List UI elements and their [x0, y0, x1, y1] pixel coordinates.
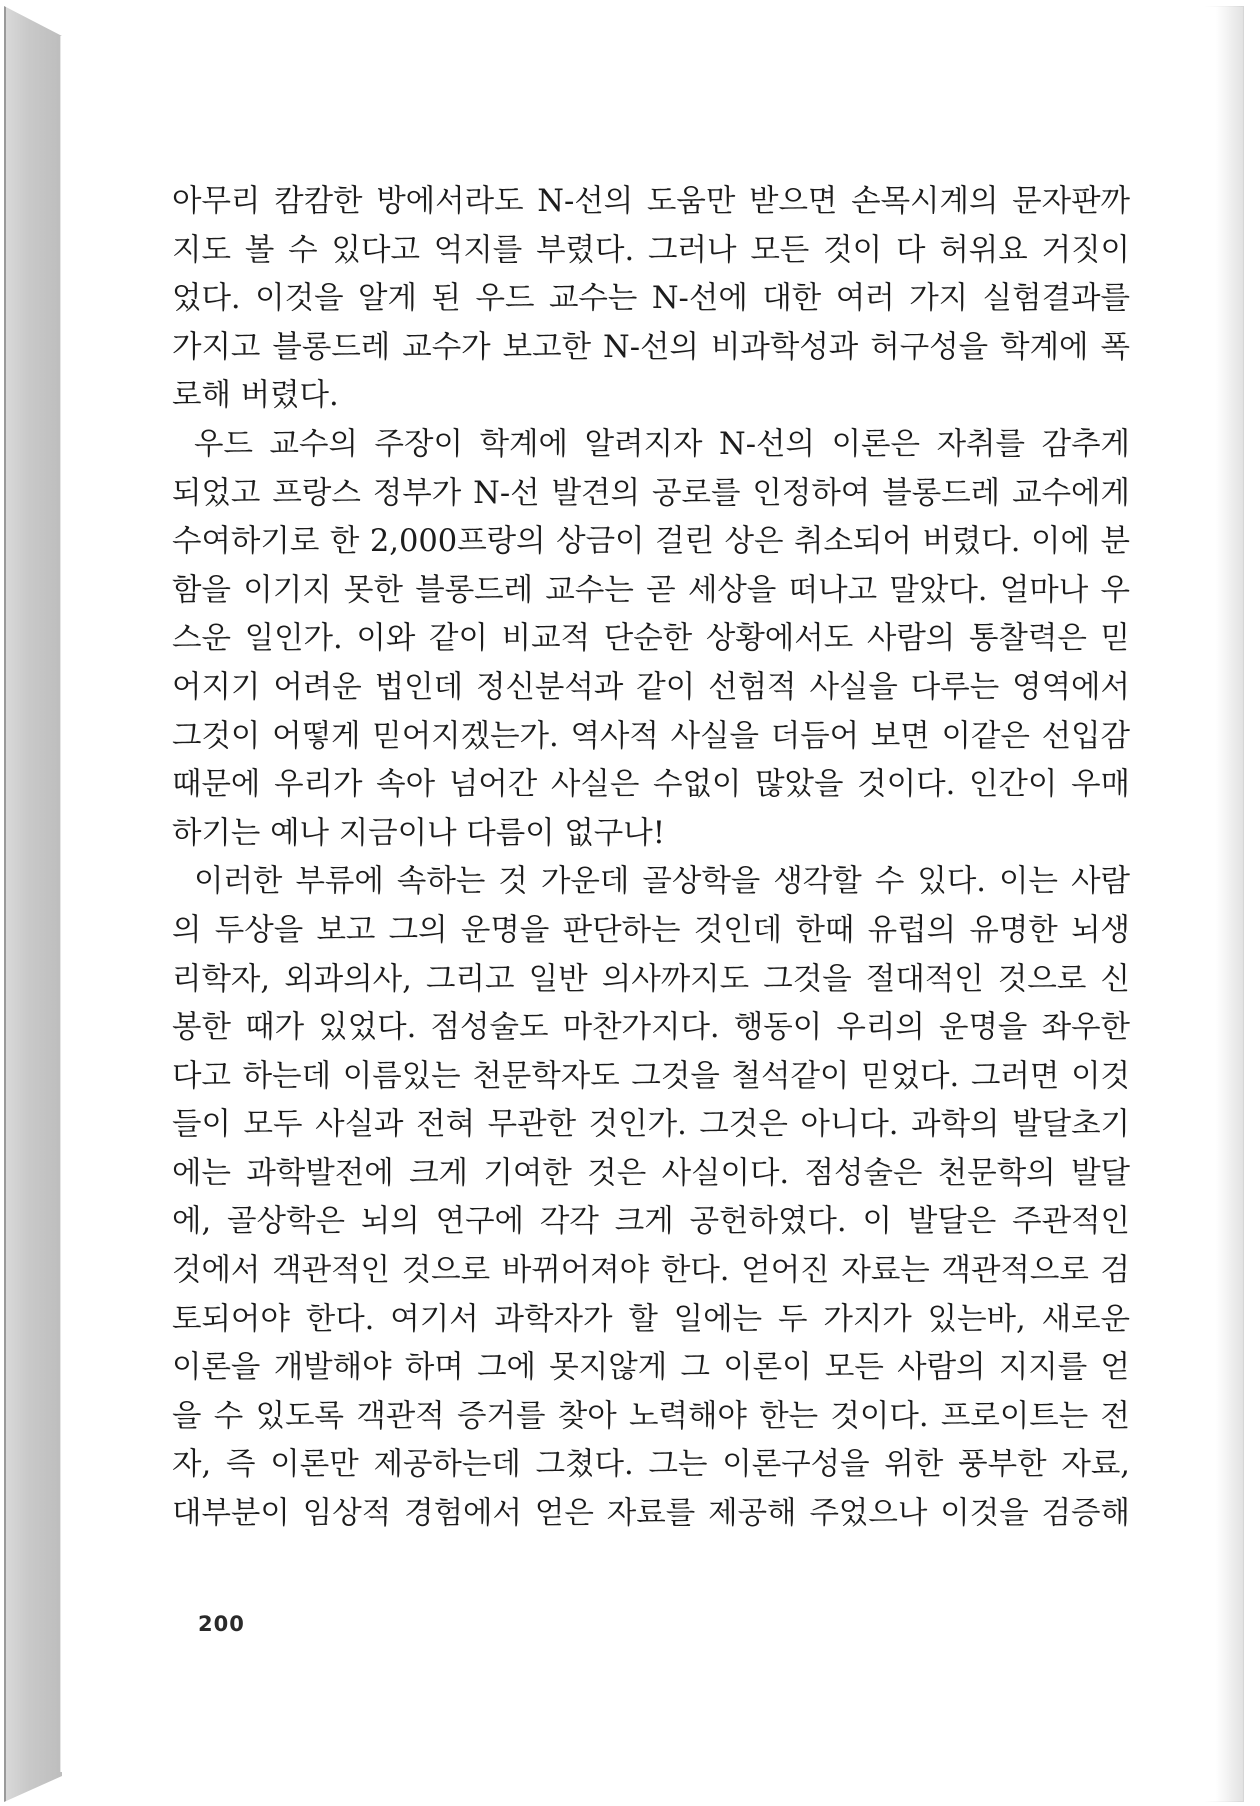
page-edge-shadow [1216, 6, 1244, 1802]
text-line: 때문에 우리가 속아 넘어간 사실은 수없이 많았을 것이다. 인간이 우매 [172, 767, 1130, 803]
text-line: 다고 하는데 이름있는 천문학자도 그것을 철석같이 믿었다. 그러면 이것 [172, 1058, 1130, 1094]
text-line: 되었고 프랑스 정부가 N-선 발견의 공로를 인정하여 블롱드레 교수에게 [172, 475, 1130, 511]
text-line: 그것이 어떻게 믿어지겠는가. 역사적 사실을 더듬어 보면 이같은 선입감 [172, 718, 1130, 754]
text-line: 었다. 이것을 알게 된 우드 교수는 N-선에 대한 여러 가지 실험결과를 [172, 281, 1130, 317]
text-line: 봉한 때가 있었다. 점성술도 마찬가지다. 행동이 우리의 운명을 좌우한 [172, 1010, 1130, 1046]
text-line: 들이 모두 사실과 전혀 무관한 것인가. 그것은 아니다. 과학의 발달초기 [172, 1107, 1130, 1143]
text-line: 대부분이 임상적 경험에서 얻은 자료를 제공해 주었으나 이것을 검증해 [172, 1496, 1130, 1532]
body-text [172, 178, 1130, 1539]
text-line: 하기는 예나 지금이나 다름이 없구나! [172, 815, 665, 851]
text-line: 토되어야 한다. 여기서 과학자가 할 일에는 두 가지가 있는바, 새로운 [172, 1301, 1130, 1337]
page-stack-edge [4, 6, 62, 1802]
page-number: 200 [198, 1612, 245, 1636]
paragraph [172, 858, 1130, 1538]
text-line: 우드 교수의 주장이 학계에 알려지자 N-선의 이론은 자취를 감추게 [194, 426, 1130, 462]
text-line: 수여하기로 한 2,000프랑의 상금이 걸린 상은 취소되어 버렸다. 이에 분 [172, 524, 1130, 560]
text-line: 로해 버렸다. [172, 378, 339, 414]
text-line: 리학자, 외과의사, 그리고 일반 의사까지도 그것을 절대적인 것으로 신 [172, 961, 1130, 997]
paragraph [172, 421, 1130, 858]
text-line: 에, 골상학은 뇌의 연구에 각각 크게 공헌하였다. 이 발달은 주관적인 [172, 1204, 1130, 1240]
text-line: 이론을 개발해야 하며 그에 못지않게 그 이론이 모든 사람의 지지를 얻 [172, 1350, 1130, 1386]
text-line: 지도 볼 수 있다고 억지를 부렸다. 그러나 모든 것이 다 허위요 거짓이 [172, 232, 1130, 268]
text-line: 을 수 있도록 객관적 증거를 찾아 노력해야 한는 것이다. 프로이트는 전 [172, 1398, 1130, 1434]
text-line: 스운 일인가. 이와 같이 비교적 단순한 상황에서도 사람의 통찰력은 믿 [172, 621, 1130, 657]
text-line: 의 두상을 보고 그의 운명을 판단하는 것인데 한때 유럽의 유명한 뇌생 [172, 912, 1130, 948]
text-line: 자, 즉 이론만 제공하는데 그쳤다. 그는 이론구성을 위한 풍부한 자료, [172, 1447, 1130, 1483]
text-line: 어지기 어려운 법인데 정신분석과 같이 선험적 사실을 다루는 영역에서 [172, 669, 1130, 705]
text-line: 것에서 객관적인 것으로 바뀌어져야 한다. 얻어진 자료는 객관적으로 검 [172, 1253, 1130, 1289]
text-line: 함을 이기지 못한 블롱드레 교수는 곧 세상을 떠나고 말았다. 얼마나 우 [172, 572, 1130, 608]
paragraph [172, 178, 1130, 421]
text-line: 아무리 캄캄한 방에서라도 N-선의 도움만 받으면 손목시계의 문자판까 [172, 184, 1130, 219]
text-line: 가지고 블롱드레 교수가 보고한 N-선의 비과학성과 허구성을 학계에 폭 [172, 329, 1130, 365]
text-line: 이러한 부류에 속하는 것 가운데 골상학을 생각할 수 있다. 이는 사람 [194, 864, 1130, 900]
text-line: 에는 과학발전에 크게 기여한 것은 사실이다. 점성술은 천문학의 발달 [172, 1155, 1130, 1191]
